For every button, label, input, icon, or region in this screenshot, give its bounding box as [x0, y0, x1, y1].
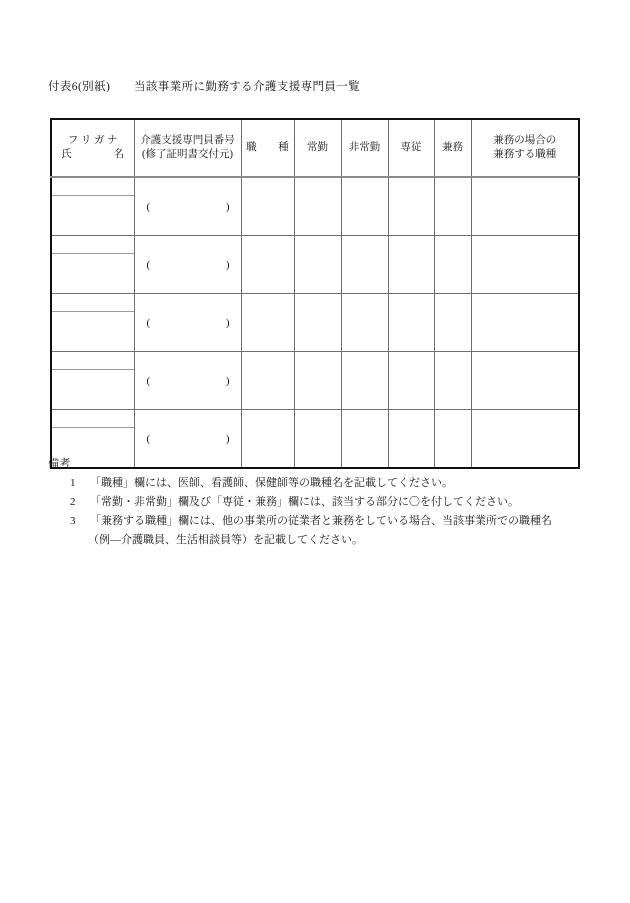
issuer-paren-line	[135, 429, 241, 445]
header-devoted-label: 専従	[400, 141, 422, 153]
note-item	[70, 512, 588, 550]
paren-open: (	[146, 374, 151, 387]
cell-concurrent[interactable]	[434, 352, 471, 410]
paren-open: (	[146, 200, 151, 213]
note-item	[70, 493, 588, 512]
table-header-row	[51, 119, 579, 177]
cell-full-time[interactable]	[294, 236, 341, 294]
cell-care-manager-number[interactable]	[134, 236, 241, 294]
paren-close: )	[225, 200, 230, 213]
cell-part-time[interactable]	[341, 177, 388, 236]
cell-concurrent[interactable]	[434, 177, 471, 236]
issuer-paren-line	[135, 255, 241, 271]
table-row	[51, 294, 579, 352]
table-row	[51, 352, 579, 410]
cell-concurrent-job-type[interactable]	[471, 294, 579, 352]
note-number: 1	[70, 477, 76, 489]
header-job-type-label: 職 種	[246, 141, 289, 153]
header-job-type	[241, 119, 294, 177]
cell-full-time[interactable]	[294, 294, 341, 352]
header-kana-label: フ リ ガ ナ	[67, 134, 118, 146]
paren-close: )	[225, 432, 230, 445]
cell-concurrent[interactable]	[434, 294, 471, 352]
cell-care-manager-number[interactable]	[134, 294, 241, 352]
page-title: 付表6(別紙) 当該事業所に勤務する介護支援専門員一覧	[48, 81, 361, 93]
header-full-time-label: 常勤	[307, 141, 328, 153]
header-issuer-label: (修了証明書交付元)	[142, 149, 233, 160]
header-concurrent-job-line2: 兼務する職種	[493, 149, 557, 160]
header-kana-name	[51, 119, 134, 177]
notes-section	[48, 455, 588, 550]
cell-care-manager-number[interactable]	[134, 177, 241, 236]
cell-full-time[interactable]	[294, 352, 341, 410]
kana-input-area[interactable]	[52, 178, 134, 196]
cell-part-time[interactable]	[341, 294, 388, 352]
header-concurrent-job-type	[471, 119, 579, 177]
header-concurrent-label: 兼務	[442, 141, 463, 153]
cell-job-type[interactable]	[241, 294, 294, 352]
cell-job-type[interactable]	[241, 177, 294, 236]
cell-part-time[interactable]	[341, 352, 388, 410]
paren-close: )	[225, 258, 230, 271]
note-text	[90, 493, 588, 512]
cell-care-manager-number[interactable]	[134, 352, 241, 410]
paren-open: (	[146, 258, 151, 271]
note-number: 2	[70, 495, 76, 508]
cell-job-type[interactable]	[241, 352, 294, 410]
cell-concurrent-job-type[interactable]	[471, 236, 579, 294]
header-name-label: 氏 名	[61, 149, 125, 160]
header-part-time	[341, 119, 388, 177]
header-concurrent	[434, 119, 471, 177]
cell-kana-name[interactable]	[51, 352, 134, 410]
note-item	[70, 474, 588, 493]
cell-job-type[interactable]	[241, 236, 294, 294]
note-text	[90, 512, 588, 550]
note-line: 「職種」欄には、医師、看護師、保健師等の職種名を記載してください。	[90, 477, 453, 489]
cell-devoted[interactable]	[388, 177, 434, 236]
issuer-paren-line	[135, 371, 241, 387]
header-full-time	[294, 119, 341, 177]
table-row	[51, 236, 579, 294]
header-care-manager-number	[134, 119, 241, 177]
issuer-paren-line	[135, 197, 241, 213]
cell-kana-name[interactable]	[51, 294, 134, 352]
kana-input-area[interactable]	[52, 294, 134, 312]
cell-concurrent-job-type[interactable]	[471, 177, 579, 236]
issuer-paren-line	[135, 313, 241, 329]
cell-devoted[interactable]	[388, 236, 434, 294]
kana-input-area[interactable]	[52, 352, 134, 370]
cell-full-time[interactable]	[294, 177, 341, 236]
note-line: （例―介護職員、生活相談員等）を記載してください。	[88, 533, 363, 546]
note-line: 「常勤・非常勤」欄及び「専従・兼務」欄には、該当する部分に〇を付してください。	[90, 495, 519, 508]
paren-close: )	[225, 374, 230, 387]
header-concurrent-job-line1: 兼務の場合の	[493, 134, 557, 146]
name-input-area[interactable]	[52, 312, 134, 351]
name-input-area[interactable]	[52, 254, 134, 293]
header-number-label: 介護支援専門員番号	[140, 134, 235, 146]
cell-kana-name[interactable]	[51, 177, 134, 236]
kana-input-area[interactable]	[52, 410, 134, 428]
name-input-area[interactable]	[52, 370, 134, 409]
paren-open: (	[146, 432, 151, 445]
paren-close: )	[225, 316, 230, 329]
notes-label: 備考	[48, 458, 71, 470]
cell-concurrent[interactable]	[434, 236, 471, 294]
note-number: 3	[70, 514, 76, 527]
cell-kana-name[interactable]	[51, 236, 134, 294]
care-manager-roster-table	[50, 118, 580, 469]
name-input-area[interactable]	[52, 196, 134, 235]
header-part-time-label: 非常勤	[348, 141, 381, 153]
cell-devoted[interactable]	[388, 294, 434, 352]
paren-open: (	[146, 316, 151, 329]
header-devoted	[388, 119, 434, 177]
cell-concurrent-job-type[interactable]	[471, 352, 579, 410]
cell-devoted[interactable]	[388, 352, 434, 410]
table-row	[51, 177, 579, 236]
cell-part-time[interactable]	[341, 236, 388, 294]
note-text	[90, 474, 588, 493]
kana-input-area[interactable]	[52, 236, 134, 254]
note-line: 「兼務する職種」欄には、他の事業所の従業者と兼務をしている場合、当該事業所での職種名	[90, 514, 552, 527]
